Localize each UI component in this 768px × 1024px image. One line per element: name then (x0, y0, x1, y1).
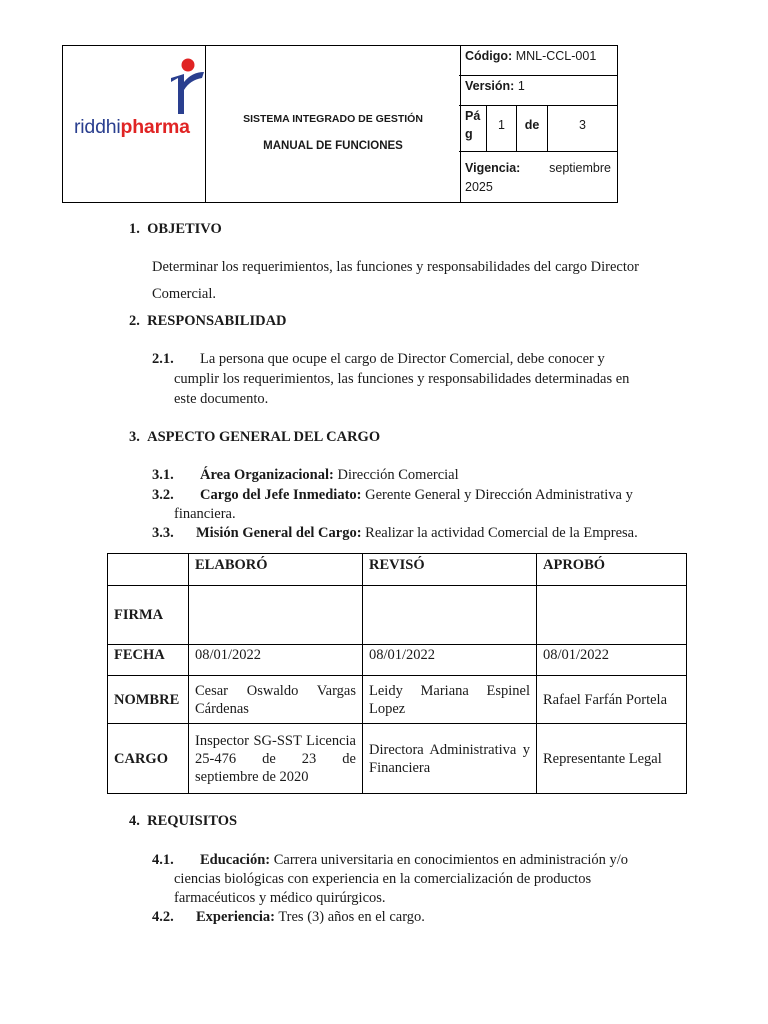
table-header-row (108, 554, 687, 586)
item-3-2-text-cont: financiera. (174, 506, 236, 522)
header-meta-cell (459, 45, 618, 203)
riddhipharma-logo-mark-icon (168, 58, 206, 118)
table-cell: Representante Legal (537, 724, 687, 794)
column-header: REVISÓ (363, 554, 537, 586)
approval-signatures-table (107, 553, 687, 794)
version-row: Versión: 1 (459, 76, 617, 106)
column-header: APROBÓ (537, 554, 687, 586)
table-cell: Inspector SG-SST Licencia 25-476 de 23 de septiembre de 2020 (189, 724, 363, 794)
table-row (108, 586, 687, 645)
item-2-1-line2: cumplir los requerimientos, las funciones y responsabilidades determinadas en (174, 371, 630, 387)
item-4-2-number: 4.2. (152, 909, 174, 925)
logo-wordmark: riddhipharma (74, 116, 190, 138)
item-4-1-number: 4.1. (152, 852, 174, 868)
header-title-cell (205, 45, 461, 203)
row-label: FIRMA (108, 586, 189, 645)
section-3-heading: 3. ASPECTO GENERAL DEL CARGO (129, 429, 381, 445)
table-corner-cell (108, 554, 189, 586)
of-label: de (517, 106, 548, 152)
item-4-1-line1: Educación: Carrera universitaria en conocimientos en administración y/o (200, 852, 629, 868)
table-cell: Leidy Mariana Espinel Lopez (363, 676, 537, 724)
item-2-1-number: 2.1. (152, 351, 174, 367)
item-2-1-line3: este documento. (174, 391, 269, 407)
row-label: CARGO (108, 724, 189, 794)
table-row (108, 645, 687, 676)
signature-cell (363, 586, 537, 645)
table-cell: 08/01/2022 (189, 645, 363, 676)
validity-row: Vigencia: septiembre 2025 (465, 161, 611, 194)
item-4-1-line2: ciencias biológicas con experiencia en la comercialización de productos (174, 871, 592, 887)
table-row (108, 724, 687, 794)
code-row: Código: MNL-CCL-001 (459, 46, 617, 76)
item-3-3-number: 3.3. (152, 525, 174, 541)
manual-title: MANUAL DE FUNCIONES (263, 140, 403, 152)
item-2-1-line1: La persona que ocupe el cargo de Director Comercial, debe conocer y (200, 351, 605, 367)
table-row (108, 676, 687, 724)
system-title: SISTEMA INTEGRADO DE GESTIÓN (243, 113, 423, 125)
signature-cell (189, 586, 363, 645)
table-cell: 08/01/2022 (537, 645, 687, 676)
row-label: NOMBRE (108, 676, 189, 724)
item-4-2-text: Experiencia: Tres (3) años en el cargo. (196, 909, 425, 925)
table-cell: Directora Administrativa y Financiera (363, 724, 537, 794)
document-header (62, 45, 618, 203)
table-cell: Cesar Oswaldo Vargas Cárdenas (189, 676, 363, 724)
page-row (459, 106, 617, 152)
column-header: ELABORÓ (189, 554, 363, 586)
table-cell: Rafael Farfán Portela (537, 676, 687, 724)
item-4-1-line3: farmacéuticos y médico quirúrgicos. (174, 890, 386, 906)
item-3-1-number: 3.1. (152, 467, 174, 483)
row-label: FECHA (108, 645, 189, 676)
item-3-3-text: Misión General del Cargo: Realizar la actividad Comercial de la Empresa. (196, 525, 638, 541)
objective-text: Determinar los requerimientos, las funciones y responsabilidades del cargo Director Comercial. (152, 259, 639, 302)
signature-cell (537, 586, 687, 645)
item-3-2-text: Cargo del Jefe Inmediato: Gerente General y Dirección Administrativa y (200, 487, 633, 503)
section-2-heading: 2. RESPONSABILIDAD (129, 313, 287, 329)
page-number: 1 (487, 106, 517, 152)
total-pages: 3 (579, 118, 586, 132)
section-1-heading: 1. OBJETIVO (129, 221, 222, 237)
section-4-heading: 4. REQUISITOS (129, 813, 238, 829)
page-label: Pá g (459, 106, 487, 152)
logo-cell (62, 45, 206, 203)
table-cell: 08/01/2022 (363, 645, 537, 676)
item-3-1-text: Área Organizacional: Dirección Comercial (200, 467, 459, 483)
item-3-2-number: 3.2. (152, 487, 174, 503)
